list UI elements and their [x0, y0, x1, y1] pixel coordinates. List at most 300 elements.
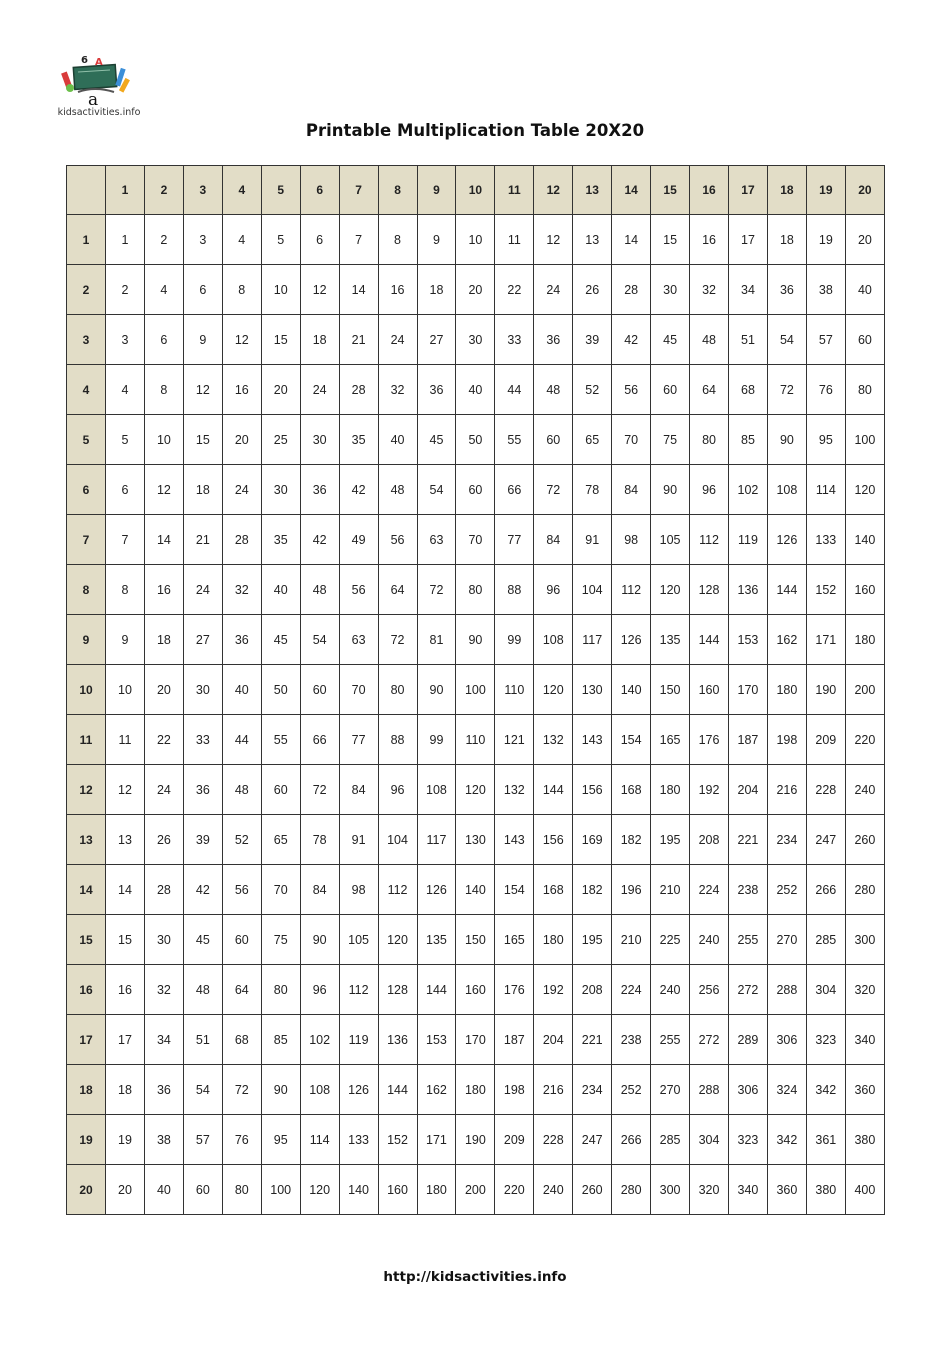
product-cell: 240 [534, 1165, 573, 1215]
product-cell: 187 [729, 715, 768, 765]
product-cell: 4 [222, 215, 261, 265]
product-cell: 190 [806, 665, 845, 715]
product-cell: 76 [222, 1115, 261, 1165]
product-cell: 288 [767, 965, 806, 1015]
product-cell: 95 [261, 1115, 300, 1165]
product-cell: 65 [573, 415, 612, 465]
product-cell: 102 [300, 1015, 339, 1065]
row-header: 10 [67, 665, 106, 715]
product-cell: 8 [222, 265, 261, 315]
product-cell: 108 [767, 465, 806, 515]
product-cell: 252 [767, 865, 806, 915]
product-cell: 96 [690, 465, 729, 515]
product-cell: 33 [495, 315, 534, 365]
product-cell: 12 [183, 365, 222, 415]
product-cell: 110 [495, 665, 534, 715]
product-cell: 220 [845, 715, 884, 765]
product-cell: 78 [300, 815, 339, 865]
product-cell: 96 [378, 765, 417, 815]
product-cell: 38 [806, 265, 845, 315]
product-cell: 7 [339, 215, 378, 265]
column-header: 13 [573, 166, 612, 215]
product-cell: 156 [573, 765, 612, 815]
table-row [67, 815, 885, 865]
product-cell: 52 [573, 365, 612, 415]
product-cell: 169 [573, 815, 612, 865]
product-cell: 48 [300, 565, 339, 615]
product-cell: 80 [456, 565, 495, 615]
table-row [67, 615, 885, 665]
row-header: 4 [67, 365, 106, 415]
row-header: 11 [67, 715, 106, 765]
product-cell: 9 [183, 315, 222, 365]
product-cell: 165 [651, 715, 690, 765]
corner-cell [67, 166, 106, 215]
product-cell: 12 [106, 765, 145, 815]
product-cell: 120 [651, 565, 690, 615]
product-cell: 110 [456, 715, 495, 765]
product-cell: 324 [767, 1065, 806, 1115]
product-cell: 5 [261, 215, 300, 265]
product-cell: 120 [456, 765, 495, 815]
table-row [67, 1115, 885, 1165]
product-cell: 247 [806, 815, 845, 865]
product-cell: 35 [261, 515, 300, 565]
row-header: 3 [67, 315, 106, 365]
product-cell: 60 [183, 1165, 222, 1215]
product-cell: 51 [183, 1015, 222, 1065]
product-cell: 39 [573, 315, 612, 365]
product-cell: 180 [767, 665, 806, 715]
product-cell: 285 [806, 915, 845, 965]
product-cell: 221 [729, 815, 768, 865]
product-cell: 30 [144, 915, 183, 965]
product-cell: 18 [144, 615, 183, 665]
product-cell: 40 [222, 665, 261, 715]
column-header: 3 [183, 166, 222, 215]
product-cell: 14 [144, 515, 183, 565]
product-cell: 176 [495, 965, 534, 1015]
product-cell: 36 [534, 315, 573, 365]
product-cell: 28 [612, 265, 651, 315]
product-cell: 119 [729, 515, 768, 565]
product-cell: 30 [651, 265, 690, 315]
table-row [67, 1065, 885, 1115]
row-header: 18 [67, 1065, 106, 1115]
logo-glyph-6: 6 [81, 55, 88, 66]
product-cell: 40 [378, 415, 417, 465]
product-cell: 228 [806, 765, 845, 815]
column-header: 16 [690, 166, 729, 215]
product-cell: 144 [417, 965, 456, 1015]
product-cell: 63 [417, 515, 456, 565]
product-cell: 19 [806, 215, 845, 265]
product-cell: 136 [729, 565, 768, 615]
product-cell: 256 [690, 965, 729, 1015]
product-cell: 84 [300, 865, 339, 915]
product-cell: 36 [144, 1065, 183, 1115]
page-title: Printable Multiplication Table 20X20 [305, 121, 645, 140]
product-cell: 27 [417, 315, 456, 365]
product-cell: 128 [378, 965, 417, 1015]
product-cell: 68 [729, 365, 768, 415]
product-cell: 98 [339, 865, 378, 915]
product-cell: 380 [806, 1165, 845, 1215]
product-cell: 100 [261, 1165, 300, 1215]
product-cell: 17 [729, 215, 768, 265]
product-cell: 72 [300, 765, 339, 815]
product-cell: 323 [806, 1015, 845, 1065]
product-cell: 55 [261, 715, 300, 765]
product-cell: 285 [651, 1115, 690, 1165]
product-cell: 196 [612, 865, 651, 915]
column-header: 17 [729, 166, 768, 215]
product-cell: 112 [339, 965, 378, 1015]
product-cell: 160 [845, 565, 884, 615]
logo-glyph-a-lower: a [88, 90, 99, 108]
product-cell: 60 [534, 415, 573, 465]
product-cell: 255 [651, 1015, 690, 1065]
product-cell: 136 [378, 1015, 417, 1065]
product-cell: 180 [534, 915, 573, 965]
product-cell: 135 [651, 615, 690, 665]
product-cell: 128 [690, 565, 729, 615]
product-cell: 11 [495, 215, 534, 265]
product-cell: 260 [573, 1165, 612, 1215]
product-cell: 4 [106, 365, 145, 415]
product-cell: 14 [339, 265, 378, 315]
product-cell: 288 [690, 1065, 729, 1115]
product-cell: 15 [261, 315, 300, 365]
product-cell: 198 [767, 715, 806, 765]
product-cell: 18 [183, 465, 222, 515]
product-cell: 3 [183, 215, 222, 265]
product-cell: 300 [845, 915, 884, 965]
table-row [67, 515, 885, 565]
product-cell: 180 [417, 1165, 456, 1215]
product-cell: 26 [573, 265, 612, 315]
product-cell: 104 [378, 815, 417, 865]
product-cell: 90 [417, 665, 456, 715]
column-header: 18 [767, 166, 806, 215]
product-cell: 72 [222, 1065, 261, 1115]
product-cell: 320 [845, 965, 884, 1015]
product-cell: 117 [573, 615, 612, 665]
product-cell: 306 [729, 1065, 768, 1115]
product-cell: 300 [651, 1165, 690, 1215]
product-cell: 48 [534, 365, 573, 415]
product-cell: 56 [222, 865, 261, 915]
product-cell: 108 [300, 1065, 339, 1115]
product-cell: 144 [690, 615, 729, 665]
product-cell: 240 [651, 965, 690, 1015]
product-cell: 20 [144, 665, 183, 715]
product-cell: 32 [144, 965, 183, 1015]
product-cell: 100 [456, 665, 495, 715]
product-cell: 153 [417, 1015, 456, 1065]
product-cell: 34 [144, 1015, 183, 1065]
product-cell: 120 [845, 465, 884, 515]
product-cell: 39 [183, 815, 222, 865]
product-cell: 72 [378, 615, 417, 665]
product-cell: 18 [417, 265, 456, 315]
row-header: 15 [67, 915, 106, 965]
product-cell: 30 [183, 665, 222, 715]
product-cell: 266 [612, 1115, 651, 1165]
product-cell: 126 [339, 1065, 378, 1115]
product-cell: 252 [612, 1065, 651, 1115]
product-cell: 198 [495, 1065, 534, 1115]
product-cell: 24 [144, 765, 183, 815]
product-cell: 18 [300, 315, 339, 365]
product-cell: 63 [339, 615, 378, 665]
product-cell: 143 [495, 815, 534, 865]
product-cell: 342 [767, 1115, 806, 1165]
row-header: 19 [67, 1115, 106, 1165]
product-cell: 209 [806, 715, 845, 765]
product-cell: 27 [183, 615, 222, 665]
product-cell: 9 [106, 615, 145, 665]
product-cell: 32 [378, 365, 417, 415]
product-cell: 99 [417, 715, 456, 765]
product-cell: 280 [612, 1165, 651, 1215]
table-row [67, 215, 885, 265]
product-cell: 54 [183, 1065, 222, 1115]
product-cell: 225 [651, 915, 690, 965]
product-cell: 192 [534, 965, 573, 1015]
footer-url[interactable]: http://kidsactivities.info [383, 1269, 567, 1285]
column-header: 15 [651, 166, 690, 215]
product-cell: 21 [183, 515, 222, 565]
product-cell: 75 [651, 415, 690, 465]
row-header: 9 [67, 615, 106, 665]
product-cell: 140 [456, 865, 495, 915]
product-cell: 152 [378, 1115, 417, 1165]
product-cell: 5 [106, 415, 145, 465]
product-cell: 60 [261, 765, 300, 815]
product-cell: 16 [690, 215, 729, 265]
product-cell: 272 [729, 965, 768, 1015]
product-cell: 170 [729, 665, 768, 715]
product-cell: 16 [222, 365, 261, 415]
product-cell: 156 [534, 815, 573, 865]
product-cell: 60 [845, 315, 884, 365]
product-cell: 57 [183, 1115, 222, 1165]
table-row [67, 665, 885, 715]
product-cell: 98 [612, 515, 651, 565]
product-cell: 20 [261, 365, 300, 415]
row-header: 6 [67, 465, 106, 515]
product-cell: 120 [300, 1165, 339, 1215]
product-cell: 84 [534, 515, 573, 565]
product-cell: 171 [417, 1115, 456, 1165]
product-cell: 57 [806, 315, 845, 365]
product-cell: 40 [845, 265, 884, 315]
product-cell: 95 [806, 415, 845, 465]
table-row [67, 865, 885, 915]
product-cell: 15 [651, 215, 690, 265]
product-cell: 180 [845, 615, 884, 665]
product-cell: 22 [495, 265, 534, 315]
product-cell: 91 [573, 515, 612, 565]
product-cell: 2 [106, 265, 145, 315]
product-cell: 266 [806, 865, 845, 915]
product-cell: 36 [222, 615, 261, 665]
product-cell: 36 [183, 765, 222, 815]
product-cell: 133 [806, 515, 845, 565]
product-cell: 11 [106, 715, 145, 765]
product-cell: 224 [612, 965, 651, 1015]
product-cell: 65 [261, 815, 300, 865]
product-cell: 72 [767, 365, 806, 415]
product-cell: 112 [378, 865, 417, 915]
product-cell: 28 [222, 515, 261, 565]
product-cell: 224 [690, 865, 729, 915]
product-cell: 24 [183, 565, 222, 615]
table-row [67, 565, 885, 615]
product-cell: 105 [339, 915, 378, 965]
product-cell: 132 [534, 715, 573, 765]
product-cell: 150 [456, 915, 495, 965]
logo-graphic [60, 52, 138, 108]
product-cell: 144 [534, 765, 573, 815]
row-header: 8 [67, 565, 106, 615]
product-cell: 6 [300, 215, 339, 265]
product-cell: 20 [106, 1165, 145, 1215]
product-cell: 153 [729, 615, 768, 665]
product-cell: 182 [612, 815, 651, 865]
product-cell: 24 [300, 365, 339, 415]
row-header: 2 [67, 265, 106, 315]
product-cell: 323 [729, 1115, 768, 1165]
product-cell: 190 [456, 1115, 495, 1165]
product-cell: 20 [456, 265, 495, 315]
row-header: 14 [67, 865, 106, 915]
product-cell: 120 [534, 665, 573, 715]
product-cell: 126 [767, 515, 806, 565]
product-cell: 304 [806, 965, 845, 1015]
product-cell: 88 [378, 715, 417, 765]
product-cell: 10 [144, 415, 183, 465]
product-cell: 121 [495, 715, 534, 765]
product-cell: 2 [144, 215, 183, 265]
product-cell: 42 [612, 315, 651, 365]
product-cell: 36 [300, 465, 339, 515]
product-cell: 112 [612, 565, 651, 615]
product-cell: 54 [300, 615, 339, 665]
product-cell: 180 [456, 1065, 495, 1115]
product-cell: 45 [417, 415, 456, 465]
product-cell: 50 [456, 415, 495, 465]
product-cell: 130 [573, 665, 612, 715]
product-cell: 64 [690, 365, 729, 415]
product-cell: 306 [767, 1015, 806, 1065]
table-row [67, 365, 885, 415]
product-cell: 90 [456, 615, 495, 665]
product-cell: 360 [845, 1065, 884, 1115]
multiplication-table [66, 165, 885, 1215]
product-cell: 180 [651, 765, 690, 815]
product-cell: 64 [222, 965, 261, 1015]
product-cell: 8 [144, 365, 183, 415]
product-cell: 360 [767, 1165, 806, 1215]
product-cell: 289 [729, 1015, 768, 1065]
product-cell: 80 [690, 415, 729, 465]
product-cell: 80 [845, 365, 884, 415]
table-row [67, 265, 885, 315]
product-cell: 132 [495, 765, 534, 815]
product-cell: 140 [339, 1165, 378, 1215]
site-logo [56, 52, 142, 122]
row-header: 16 [67, 965, 106, 1015]
product-cell: 18 [106, 1065, 145, 1115]
product-cell: 208 [690, 815, 729, 865]
product-cell: 120 [378, 915, 417, 965]
product-cell: 105 [651, 515, 690, 565]
product-cell: 60 [222, 915, 261, 965]
product-cell: 280 [845, 865, 884, 915]
row-header: 20 [67, 1165, 106, 1215]
product-cell: 72 [534, 465, 573, 515]
product-cell: 247 [573, 1115, 612, 1165]
product-cell: 13 [106, 815, 145, 865]
product-cell: 234 [767, 815, 806, 865]
product-cell: 72 [417, 565, 456, 615]
row-header: 1 [67, 215, 106, 265]
product-cell: 8 [106, 565, 145, 615]
product-cell: 162 [417, 1065, 456, 1115]
product-cell: 88 [495, 565, 534, 615]
product-cell: 48 [222, 765, 261, 815]
table-row [67, 315, 885, 365]
product-cell: 15 [106, 915, 145, 965]
product-cell: 187 [495, 1015, 534, 1065]
column-header: 4 [222, 166, 261, 215]
product-cell: 49 [339, 515, 378, 565]
table-row [67, 415, 885, 465]
product-cell: 80 [261, 965, 300, 1015]
product-cell: 77 [339, 715, 378, 765]
product-cell: 133 [339, 1115, 378, 1165]
row-header: 5 [67, 415, 106, 465]
product-cell: 16 [378, 265, 417, 315]
product-cell: 50 [261, 665, 300, 715]
product-cell: 204 [729, 765, 768, 815]
product-cell: 76 [806, 365, 845, 415]
product-cell: 6 [144, 315, 183, 365]
product-cell: 342 [806, 1065, 845, 1115]
product-cell: 135 [417, 915, 456, 965]
product-cell: 36 [767, 265, 806, 315]
product-cell: 66 [495, 465, 534, 515]
product-cell: 204 [534, 1015, 573, 1065]
product-cell: 24 [534, 265, 573, 315]
product-cell: 15 [183, 415, 222, 465]
product-cell: 33 [183, 715, 222, 765]
product-cell: 270 [651, 1065, 690, 1115]
product-cell: 102 [729, 465, 768, 515]
product-cell: 18 [767, 215, 806, 265]
product-cell: 28 [144, 865, 183, 915]
product-cell: 108 [534, 615, 573, 665]
product-cell: 170 [456, 1015, 495, 1065]
product-cell: 162 [767, 615, 806, 665]
product-cell: 70 [339, 665, 378, 715]
product-cell: 126 [417, 865, 456, 915]
product-cell: 19 [106, 1115, 145, 1165]
product-cell: 208 [573, 965, 612, 1015]
product-cell: 44 [222, 715, 261, 765]
